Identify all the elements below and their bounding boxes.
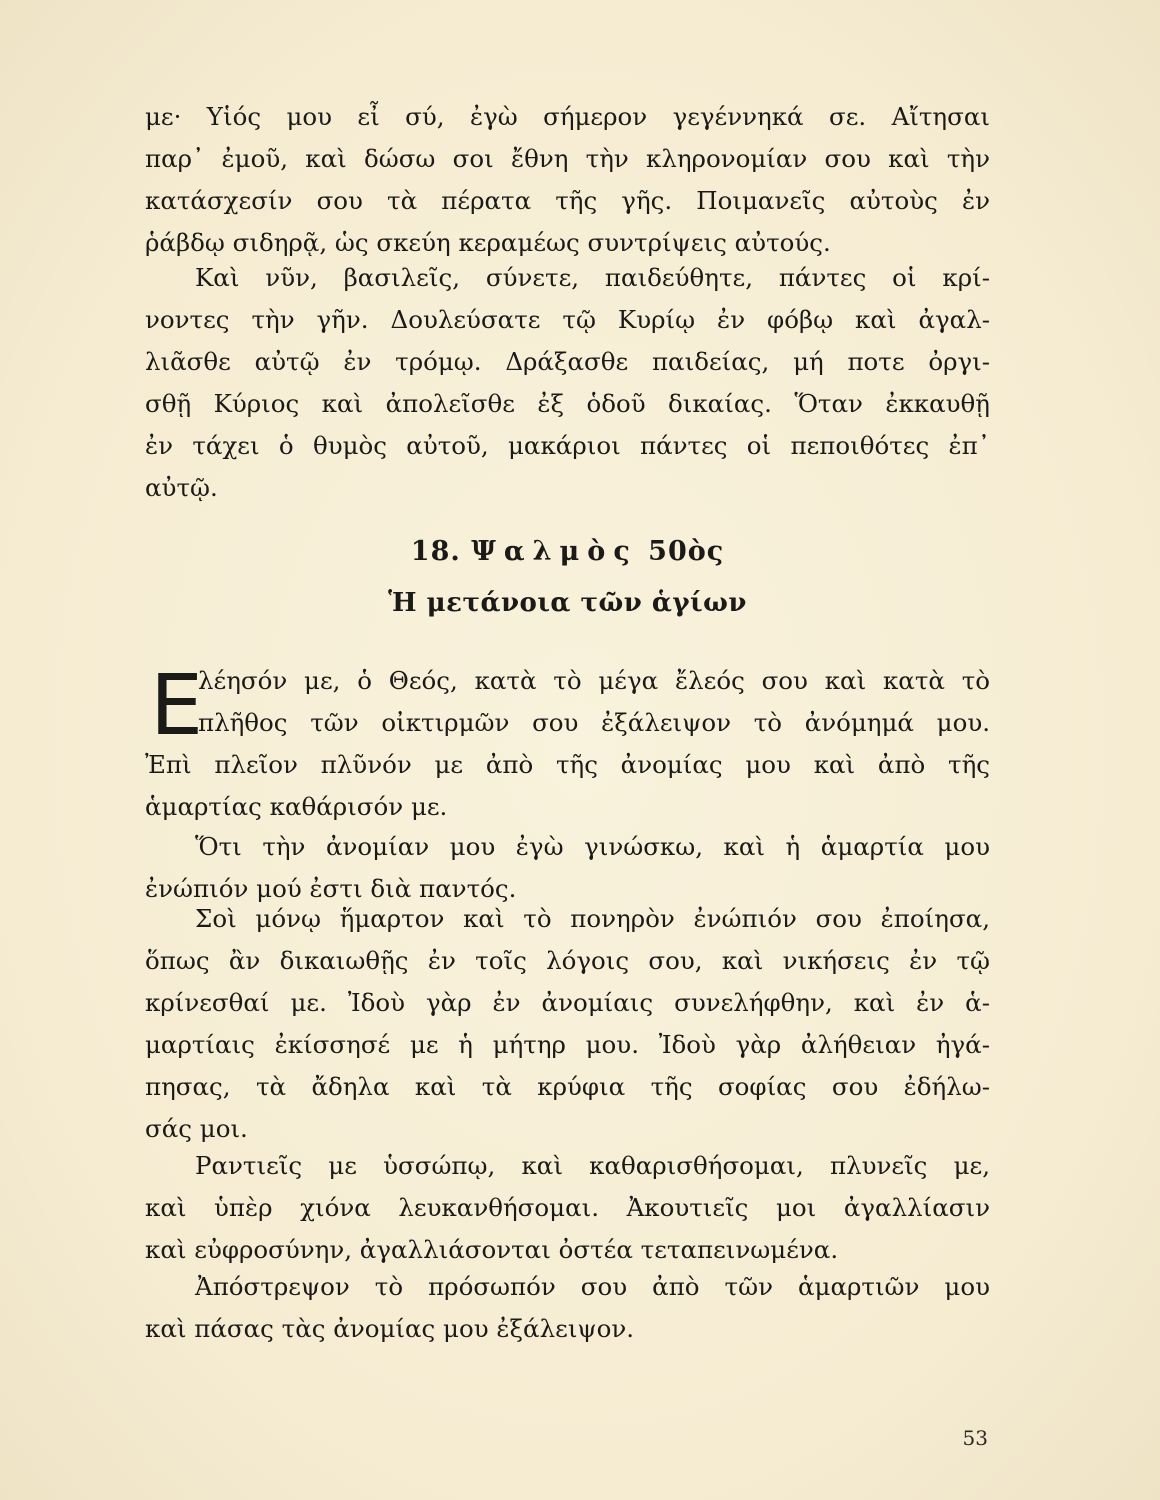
top-passage — [145, 96, 990, 264]
drop-cap: Ε — [150, 656, 204, 754]
psalm-ordinal: 50ὸς — [648, 536, 725, 567]
text-line: ἁμαρτίας καθάρισόν με. — [145, 792, 448, 821]
paragraph-1-rest — [145, 744, 990, 828]
text-line: κατάσχεσίν σου τὰ πέρατα τῆς γῆς. Ποιμανεῖς αὐτοὺς ἐν — [145, 186, 990, 215]
second-passage — [145, 257, 990, 509]
text-line: πησας, τὰ ἄδηλα καὶ τὰ κρύφια τῆς σοφίας σου ἐδήλω- — [145, 1072, 990, 1101]
text-line: Σοὶ μόνῳ ἥμαρτον καὶ τὸ πονηρὸν ἐνώπιόν σου ἐποίησα, — [195, 904, 990, 933]
text-line: με· Υἱός μου εἶ σύ, ἐγὼ σήμερον γεγέννηκά σε. Αἴτησαι — [145, 102, 990, 131]
text-line: ῥάβδῳ σιδηρᾷ, ὡς σκεύη κεραμέως συντρίψεις αὐτούς. — [145, 228, 831, 257]
text-line: καὶ ὑπὲρ χιόνα λευκανθήσομαι. Ἀκουτιεῖς μοι ἀγαλλίασιν — [145, 1193, 990, 1222]
text-line: ὅπως ἂν δικαιωθῇς ἐν τοῖς λόγοις σου, καὶ νικήσεις ἐν τῷ — [145, 946, 990, 975]
psalm-heading — [145, 536, 990, 567]
text-line: καὶ πάσας τὰς ἀνομίας μου ἐξάλειψον. — [145, 1314, 635, 1343]
paragraph-4 — [145, 1145, 990, 1271]
text-line: μαρτίαις ἐκίσσησέ με ἡ μήτηρ μου. Ἰδοὺ γὰρ ἀλήθειαν ἠγά- — [145, 1030, 990, 1059]
dropcap-paragraph — [198, 660, 990, 744]
text-line: νοντες τὴν γῆν. Δουλεύσατε τῷ Κυρίῳ ἐν φόβῳ καὶ ἀγαλ- — [145, 305, 990, 334]
text-line: ἐν τάχει ὁ θυμὸς αὐτοῦ, μακάριοι πάντες οἱ πεποιθότες ἐπ᾽ — [145, 431, 990, 460]
text-line: ἐνώπιόν μού ἐστι διὰ παντός. — [145, 874, 517, 903]
text-line: λιᾶσθε αὐτῷ ἐν τρόμῳ. Δράξασθε παιδείας, μή ποτε ὀργι- — [145, 347, 990, 376]
text-line: σθῇ Κύριος καὶ ἀπολεῖσθε ἐξ ὁδοῦ δικαίας. Ὅταν ἐκκαυθῇ — [145, 389, 990, 418]
text-line: αὐτῷ. — [145, 473, 218, 502]
text-line: Ὅτι τὴν ἀνομίαν μου ἐγὼ γινώσκω, καὶ ἡ ἁμαρτία μου — [195, 832, 990, 861]
text-line: πλῆθος τῶν οἰκτιρμῶν σου ἐξάλειψον τὸ ἀνόμημά μου. — [198, 708, 990, 737]
text-line: σάς μοι. — [145, 1114, 248, 1143]
text-line: κρίνεσθαί με. Ἰδοὺ γὰρ ἐν ἀνομίαις συνελήφθην, καὶ ἐν ἁ- — [145, 988, 990, 1017]
paragraph-3 — [145, 898, 990, 1150]
psalm-word: Ψαλμὸς — [471, 536, 638, 567]
text-line: καὶ εὐφροσύνην, ἀγαλλιάσονται ὀστέα τεταπεινωμένα. — [145, 1235, 839, 1264]
psalm-subtitle: Ἡ μετάνοια τῶν ἁγίων — [388, 588, 747, 618]
text-line: Ραντιεῖς με ὑσσώπῳ, καὶ καθαρισθήσομαι, πλυνεῖς με, — [195, 1151, 990, 1180]
text-line: λέησόν με, ὁ Θεός, κατὰ τὸ μέγα ἔλεός σου καὶ κατὰ τὸ — [198, 666, 990, 695]
page-number: 53 — [962, 1426, 988, 1450]
text-line: Ἐπὶ πλεῖον πλῦνόν με ἀπὸ τῆς ἀνομίας μου καὶ ἀπὸ τῆς — [145, 750, 990, 779]
text-line: Ἀπόστρεψον τὸ πρόσωπόν σου ἀπὸ τῶν ἁμαρτιῶν μου — [195, 1272, 990, 1301]
text-line: παρ᾽ ἐμοῦ, καὶ δώσω σοι ἔθνη τὴν κληρονομίαν σου καὶ τὴν — [145, 144, 990, 173]
text-line: Καὶ νῦν, βασιλεῖς, σύνετε, παιδεύθητε, πάντες οἱ κρί- — [195, 263, 990, 292]
paragraph-5 — [145, 1266, 990, 1350]
psalm-number: 18. — [410, 536, 461, 567]
